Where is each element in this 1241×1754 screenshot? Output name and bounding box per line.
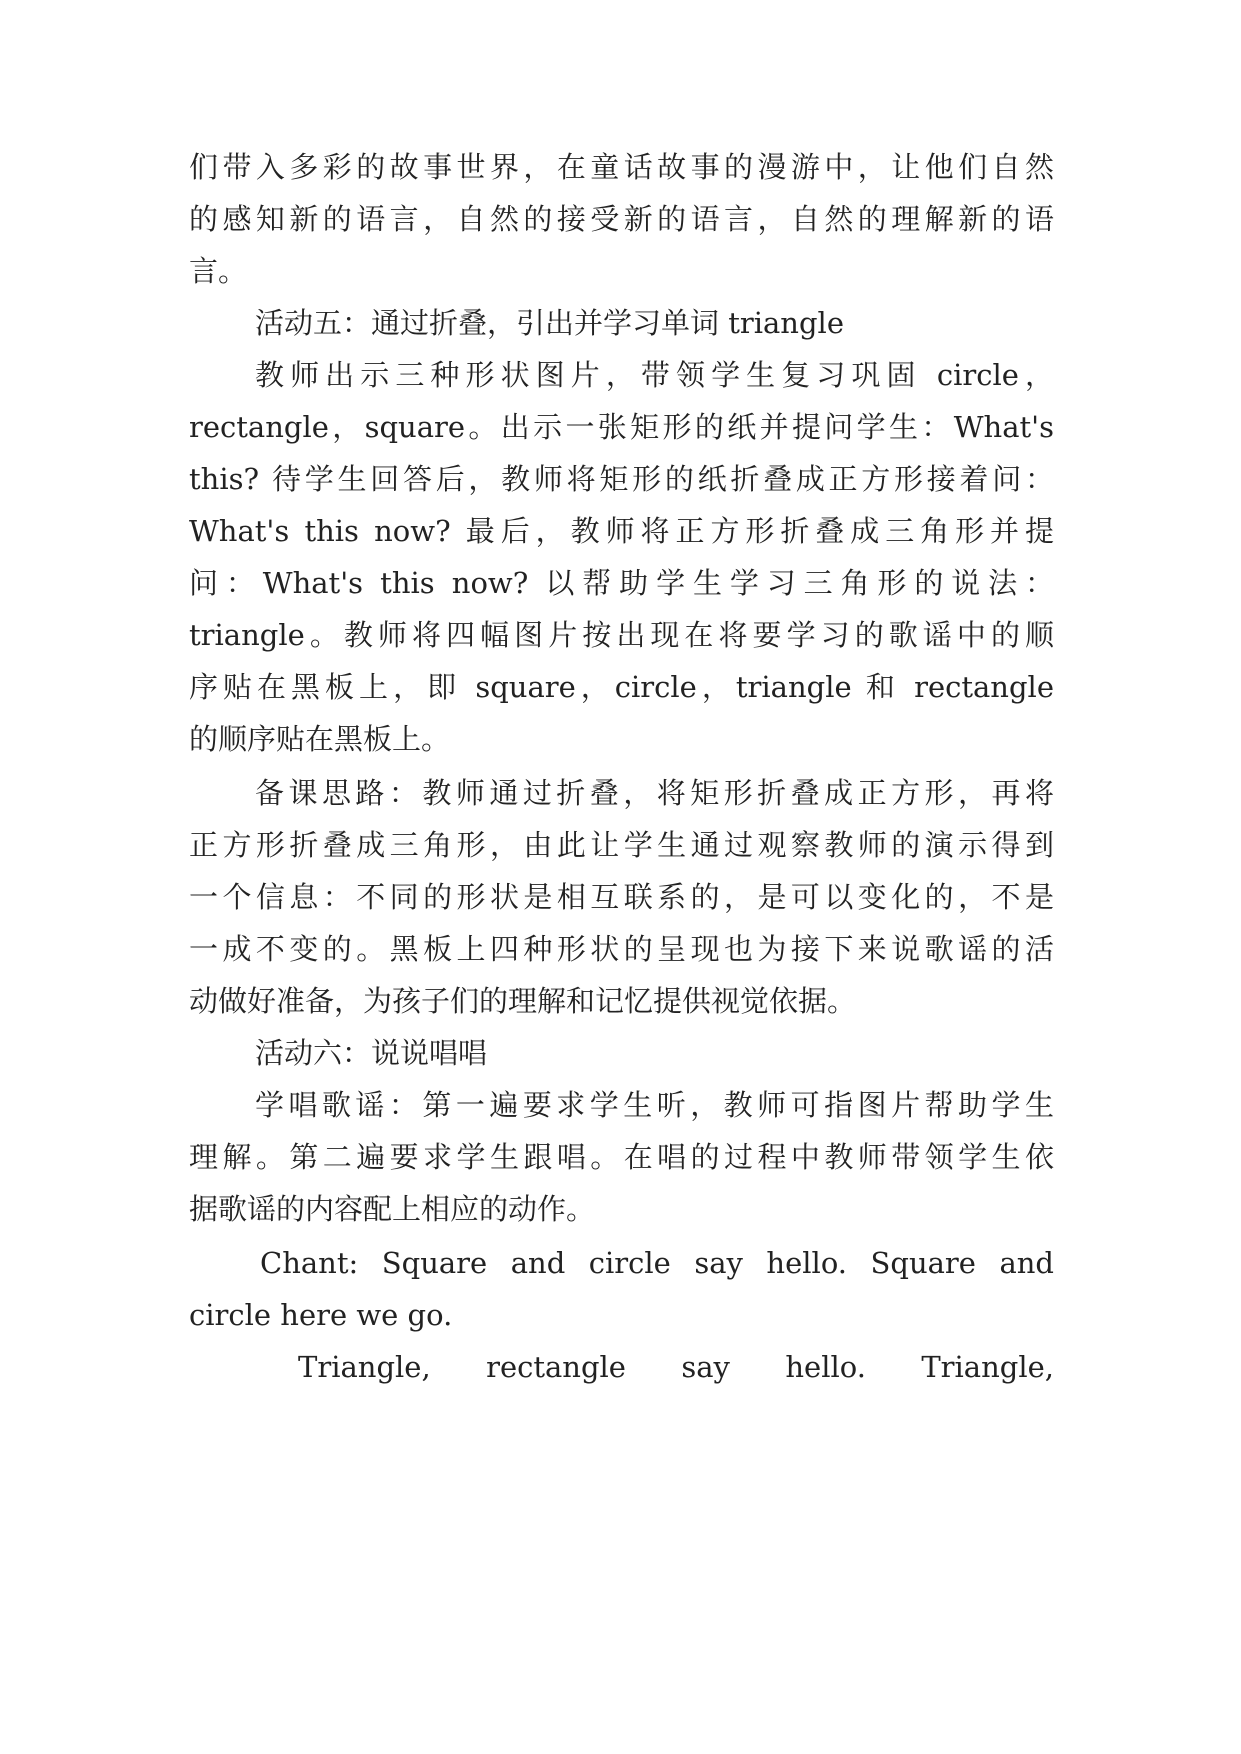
text-line: 一个信息：不同的形状是相互联系的，是可以变化的，不是 — [189, 880, 1054, 914]
chant-line: circle here we go. — [189, 1298, 453, 1332]
text-line: 的感知新的语言，自然的接受新的语言，自然的理解新的语 — [189, 202, 1054, 236]
text-line: 学唱歌谣：第一遍要求学生听，教师可指图片帮助学生 — [255, 1088, 1054, 1122]
chant-line: Triangle, rectangle say hello. Triangle, — [298, 1350, 1054, 1384]
text-line: 言。 — [189, 254, 248, 288]
text-line: 问：What's this now? 以帮助学生学习三角形的说法： — [189, 566, 1054, 600]
text-line: 的顺序贴在黑板上。 — [189, 722, 451, 756]
text-line: 正方形折叠成三角形，由此让学生通过观察教师的演示得到 — [189, 828, 1054, 862]
text-line: this? 待学生回答后，教师将矩形的纸折叠成正方形接着问： — [189, 462, 1054, 496]
text-line: 教师出示三种形状图片，带领学生复习巩固 circle， — [255, 358, 1054, 392]
text-line: 备课思路：教师通过折叠，将矩形折叠成正方形，再将 — [255, 776, 1054, 810]
text-line: 一成不变的。黑板上四种形状的呈现也为接下来说歌谣的活 — [189, 932, 1054, 966]
text-line: What's this now? 最后，教师将正方形折叠成三角形并提 — [189, 514, 1054, 548]
text-line: 动做好准备，为孩子们的理解和记忆提供视觉依据。 — [189, 984, 857, 1018]
text-line: 据歌谣的内容配上相应的动作。 — [189, 1192, 596, 1226]
text-line: 们带入多彩的故事世界，在童话故事的漫游中，让他们自然 — [189, 150, 1054, 184]
text-line: rectangle，square。出示一张矩形的纸并提问学生：What's — [189, 410, 1054, 444]
text-line: 序贴在黑板上，即 square，circle，triangle 和 rectangle — [189, 670, 1054, 704]
text-line: 理解。第二遍要求学生跟唱。在唱的过程中教师带领学生依 — [189, 1140, 1054, 1174]
section-heading: 活动五：通过折叠，引出并学习单词 triangle — [255, 306, 844, 340]
section-heading: 活动六：说说唱唱 — [255, 1036, 488, 1070]
text-line: triangle。教师将四幅图片按出现在将要学习的歌谣中的顺 — [189, 618, 1054, 652]
chant-line: Chant: Square and circle say hello. Square and — [260, 1246, 1054, 1280]
